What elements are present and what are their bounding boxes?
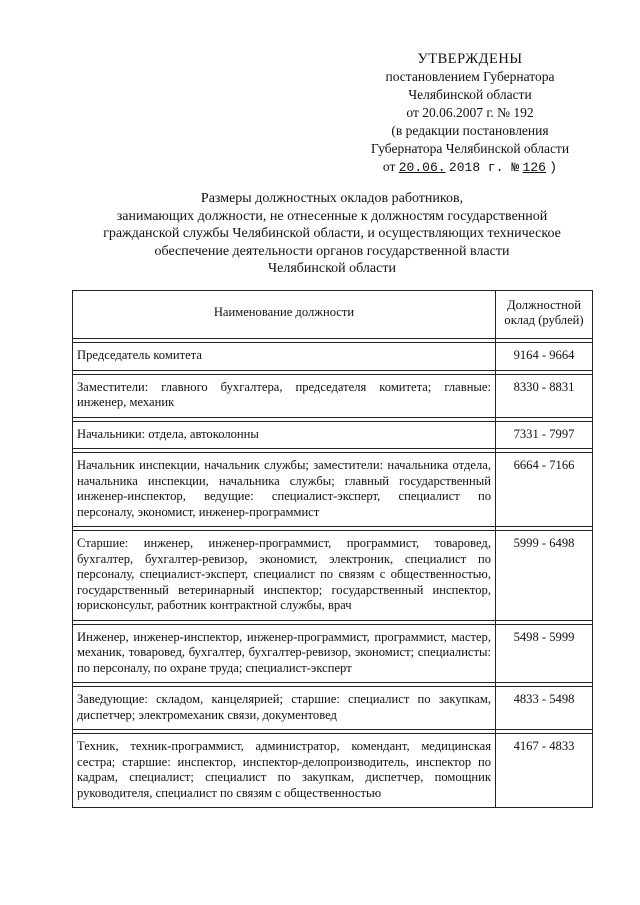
salary-cell: 6664 - 7166 xyxy=(496,453,593,527)
salary-cell: 5999 - 6498 xyxy=(496,531,593,621)
salary-cell: 4833 - 5498 xyxy=(496,687,593,730)
approval-line: (в редакции постановления xyxy=(391,123,549,138)
heading-line: занимающих должности, не отнесенные к должностям государственной xyxy=(116,208,548,224)
table-row xyxy=(73,453,593,527)
amendment-suffix: ) xyxy=(549,160,558,175)
table-row xyxy=(73,734,593,808)
heading-line: Челябинской области xyxy=(268,261,396,276)
position-cell: Начальники: отдела, автоколонны xyxy=(73,421,496,449)
salary-cell: 7331 - 7997 xyxy=(496,421,593,449)
approval-line: Челябинской области xyxy=(408,87,532,102)
salary-cell: 8330 - 8831 xyxy=(496,374,593,417)
column-header-position: Наименование должности xyxy=(73,291,496,339)
salary-table xyxy=(72,290,593,808)
salary-cell: 9164 - 9664 xyxy=(496,343,593,371)
position-cell: Инженер, инженер-инспектор, инженер-программист, программист, мастер, механик, товаровед, бухгалтер, бухгалтер-ревизор, экономист; специалисты: по персоналу, по охране труда; специалист-эксперт xyxy=(73,624,496,683)
amendment-year: 2018 г. № xyxy=(448,160,520,175)
approval-line: от 20.06.2007 г. № 192 xyxy=(406,105,534,120)
approval-block xyxy=(340,50,600,177)
table-row xyxy=(73,687,593,730)
salary-cell: 5498 - 5999 xyxy=(496,624,593,683)
position-cell: Председатель комитета xyxy=(73,343,496,371)
position-cell: Начальник инспекции, начальник службы; заместители: начальника отдела, начальника инспекции, начальника службы; главный государственный инженер-инспектор, ведущие: специалист-эксперт, специалист по персоналу, экономист, инженер-программист xyxy=(73,453,496,527)
table-row xyxy=(73,624,593,683)
table-row xyxy=(73,531,593,621)
table-row xyxy=(73,374,593,417)
table-row xyxy=(73,421,593,449)
amendment-date: 20.06. xyxy=(398,160,446,175)
position-cell: Заместители: главного бухгалтера, председателя комитета; главные: инженер, механик xyxy=(73,374,496,417)
position-cell: Старшие: инженер, инженер-программист, программист, товаровед, бухгалтер, бухгалтер-ревизор, экономист, электроник, специалист по персоналу, специалист-эксперт, специалист по связям с общественностью, государственный ветеринарный инспектор; государственный инспектор, юрисконсульт, работник контрактной службы, врач xyxy=(73,531,496,621)
amendment-prefix: от xyxy=(382,159,396,174)
approval-line: Губернатора Челябинской области xyxy=(370,141,570,156)
salary-cell: 4167 - 4833 xyxy=(496,734,593,808)
table-header-row xyxy=(73,291,593,339)
heading-line: Размеры должностных окладов работников, xyxy=(200,191,464,206)
amendment-line xyxy=(340,158,600,177)
approval-line: постановлением Губернатора xyxy=(385,69,555,84)
heading-line: обеспечение деятельности органов государственной власти xyxy=(154,243,510,259)
heading-line: гражданской службы Челябинской области, и осуществляющих техническое xyxy=(103,226,561,241)
position-cell: Техник, техник-программист, администратор, комендант, медицинская сестра; старшие: инспектор, инспектор-делопроизводитель, инспектор по кадрам, специалист; специалист по закупкам, диспетчер, помощник руководителя, специалист по связям с общественностью xyxy=(73,734,496,808)
amendment-number: 126 xyxy=(522,160,546,175)
column-header-salary: Должностной оклад (рублей) xyxy=(496,291,593,339)
table-row xyxy=(73,343,593,371)
position-cell: Заведующие: складом, канцелярией; старшие: специалист по закупкам, диспетчер; электромеханик связи, документовед xyxy=(73,687,496,730)
approval-title: УТВЕРЖДЕНЫ xyxy=(417,51,523,67)
document-heading xyxy=(72,190,592,278)
